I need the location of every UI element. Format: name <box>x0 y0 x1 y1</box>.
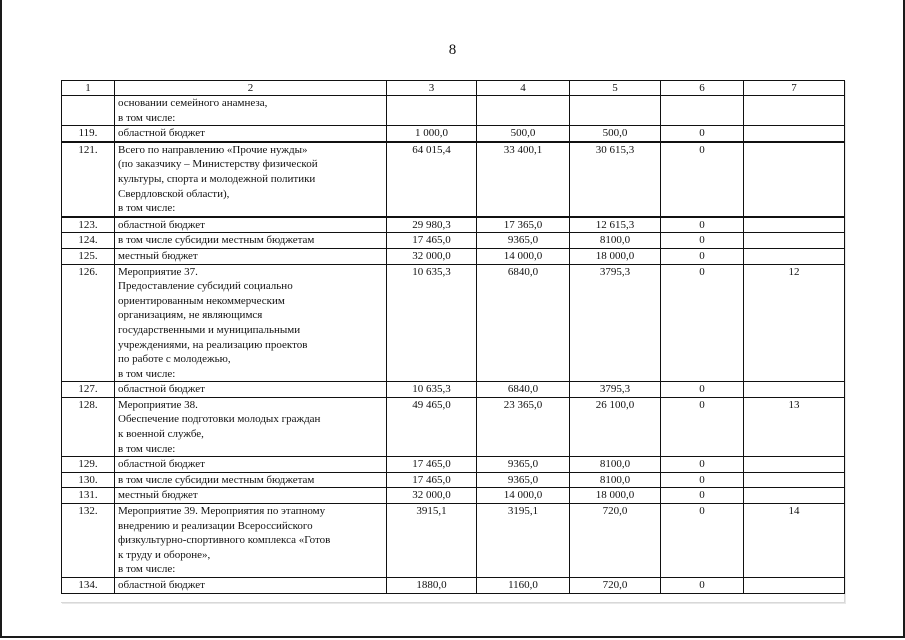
value-col-7-cell <box>744 217 845 233</box>
value-col-5-cell: 30 615,3 <box>570 142 661 217</box>
row-description-cell: в том числе субсидии местным бюджетам <box>115 233 387 249</box>
header-cell-3: 3 <box>387 81 477 96</box>
table-row <box>62 264 845 382</box>
value-col-3-cell: 3915,1 <box>387 504 477 578</box>
row-number-cell: 129. <box>62 457 115 473</box>
value-col-5-cell: 26 100,0 <box>570 397 661 456</box>
row-number-cell: 128. <box>62 397 115 456</box>
value-col-5-cell: 18 000,0 <box>570 488 661 504</box>
row-number-cell: 131. <box>62 488 115 504</box>
table-row <box>62 472 845 488</box>
value-col-3-cell: 17 465,0 <box>387 457 477 473</box>
header-row <box>62 81 845 96</box>
table-row <box>62 504 845 578</box>
table-row <box>62 126 845 142</box>
value-col-7-cell: 14 <box>744 504 845 578</box>
value-col-6-cell: 0 <box>661 382 744 398</box>
header-cell-1: 1 <box>62 81 115 96</box>
value-col-6-cell: 0 <box>661 472 744 488</box>
value-col-3-cell <box>387 96 477 126</box>
value-col-5-cell: 720,0 <box>570 504 661 578</box>
value-col-3-cell: 17 465,0 <box>387 233 477 249</box>
header-cell-5: 5 <box>570 81 661 96</box>
value-col-7-cell <box>744 457 845 473</box>
header-cell-7: 7 <box>744 81 845 96</box>
value-col-4-cell: 1160,0 <box>477 578 570 594</box>
row-description-cell: областной бюджет <box>115 217 387 233</box>
header-cell-6: 6 <box>661 81 744 96</box>
value-col-4-cell: 500,0 <box>477 126 570 142</box>
value-col-5-cell: 8100,0 <box>570 472 661 488</box>
value-col-4-cell: 3195,1 <box>477 504 570 578</box>
value-col-6-cell: 0 <box>661 457 744 473</box>
value-col-5-cell: 3795,3 <box>570 264 661 382</box>
value-col-5-cell: 8100,0 <box>570 457 661 473</box>
value-col-4-cell: 6840,0 <box>477 264 570 382</box>
table-row <box>62 217 845 233</box>
value-col-7-cell <box>744 472 845 488</box>
row-number-cell <box>62 96 115 126</box>
value-col-7-cell <box>744 142 845 217</box>
row-description-cell: Мероприятие 39. Мероприятия по этапному внедрению и реализации Всероссийского физкультурно-спортивного комплекса «Готов к труду и обороне», в том числе: <box>115 504 387 578</box>
row-description-cell: Мероприятие 37. Предоставление субсидий социально ориентированным некоммерческим организациям, не являющимся государственными и муниципальными учреждениями, на реализацию проектов по работе с молодежью, в том числе: <box>115 264 387 382</box>
value-col-6-cell: 0 <box>661 488 744 504</box>
row-description-cell: в том числе субсидии местным бюджетам <box>115 472 387 488</box>
row-description-cell: областной бюджет <box>115 382 387 398</box>
value-col-3-cell: 10 635,3 <box>387 264 477 382</box>
value-col-4-cell: 9365,0 <box>477 457 570 473</box>
value-col-7-cell <box>744 488 845 504</box>
table-row <box>62 382 845 398</box>
value-col-3-cell: 1 000,0 <box>387 126 477 142</box>
table-row <box>62 96 845 126</box>
value-col-3-cell: 1880,0 <box>387 578 477 594</box>
value-col-7-cell: 13 <box>744 397 845 456</box>
value-col-7-cell: 12 <box>744 264 845 382</box>
value-col-5-cell: 500,0 <box>570 126 661 142</box>
value-col-4-cell: 9365,0 <box>477 233 570 249</box>
value-col-7-cell <box>744 248 845 264</box>
row-number-cell: 124. <box>62 233 115 249</box>
value-col-4-cell: 9365,0 <box>477 472 570 488</box>
value-col-5-cell: 3795,3 <box>570 382 661 398</box>
value-col-7-cell <box>744 382 845 398</box>
value-col-6-cell: 0 <box>661 397 744 456</box>
value-col-4-cell: 14 000,0 <box>477 248 570 264</box>
value-col-3-cell: 32 000,0 <box>387 488 477 504</box>
value-col-6-cell: 0 <box>661 126 744 142</box>
row-number-cell: 125. <box>62 248 115 264</box>
row-number-cell: 123. <box>62 217 115 233</box>
value-col-5-cell <box>570 96 661 126</box>
table-row <box>62 142 845 217</box>
value-col-7-cell <box>744 233 845 249</box>
value-col-7-cell <box>744 578 845 594</box>
row-description-cell: областной бюджет <box>115 457 387 473</box>
table-row <box>62 488 845 504</box>
value-col-6-cell: 0 <box>661 233 744 249</box>
value-col-3-cell: 17 465,0 <box>387 472 477 488</box>
row-number-cell: 126. <box>62 264 115 382</box>
value-col-5-cell: 12 615,3 <box>570 217 661 233</box>
row-description-cell: местный бюджет <box>115 488 387 504</box>
value-col-7-cell <box>744 126 845 142</box>
row-number-cell: 130. <box>62 472 115 488</box>
value-col-3-cell: 32 000,0 <box>387 248 477 264</box>
table-row <box>62 248 845 264</box>
value-col-3-cell: 64 015,4 <box>387 142 477 217</box>
table-row <box>62 233 845 249</box>
value-col-7-cell <box>744 96 845 126</box>
value-col-4-cell: 17 365,0 <box>477 217 570 233</box>
value-col-6-cell <box>661 96 744 126</box>
value-col-4-cell: 33 400,1 <box>477 142 570 217</box>
value-col-6-cell: 0 <box>661 248 744 264</box>
value-col-6-cell: 0 <box>661 217 744 233</box>
value-col-5-cell: 8100,0 <box>570 233 661 249</box>
table-row <box>62 397 845 456</box>
row-description-cell: Мероприятие 38. Обеспечение подготовки молодых граждан к военной службе, в том числе: <box>115 397 387 456</box>
value-col-4-cell: 23 365,0 <box>477 397 570 456</box>
row-number-cell: 134. <box>62 578 115 594</box>
header-cell-2: 2 <box>115 81 387 96</box>
row-description-cell: основании семейного анамнеза, в том числе: <box>115 96 387 126</box>
table-row <box>62 578 845 594</box>
row-number-cell: 132. <box>62 504 115 578</box>
value-col-4-cell: 14 000,0 <box>477 488 570 504</box>
header-cell-4: 4 <box>477 81 570 96</box>
value-col-3-cell: 29 980,3 <box>387 217 477 233</box>
row-number-cell: 121. <box>62 142 115 217</box>
row-description-cell: Всего по направлению «Прочие нужды» (по заказчику – Министерству физической культуры, спорта и молодежной политики Свердловской области), в том числе: <box>115 142 387 217</box>
table-row <box>62 457 845 473</box>
budget-table <box>61 80 845 594</box>
value-col-4-cell: 6840,0 <box>477 382 570 398</box>
value-col-6-cell: 0 <box>661 264 744 382</box>
row-description-cell: местный бюджет <box>115 248 387 264</box>
row-number-cell: 127. <box>62 382 115 398</box>
row-number-cell: 119. <box>62 126 115 142</box>
value-col-4-cell <box>477 96 570 126</box>
value-col-6-cell: 0 <box>661 578 744 594</box>
page-number: 8 <box>448 42 457 58</box>
row-description-cell: областной бюджет <box>115 126 387 142</box>
value-col-6-cell: 0 <box>661 504 744 578</box>
value-col-5-cell: 18 000,0 <box>570 248 661 264</box>
value-col-6-cell: 0 <box>661 142 744 217</box>
value-col-5-cell: 720,0 <box>570 578 661 594</box>
value-col-3-cell: 49 465,0 <box>387 397 477 456</box>
row-description-cell: областной бюджет <box>115 578 387 594</box>
value-col-3-cell: 10 635,3 <box>387 382 477 398</box>
